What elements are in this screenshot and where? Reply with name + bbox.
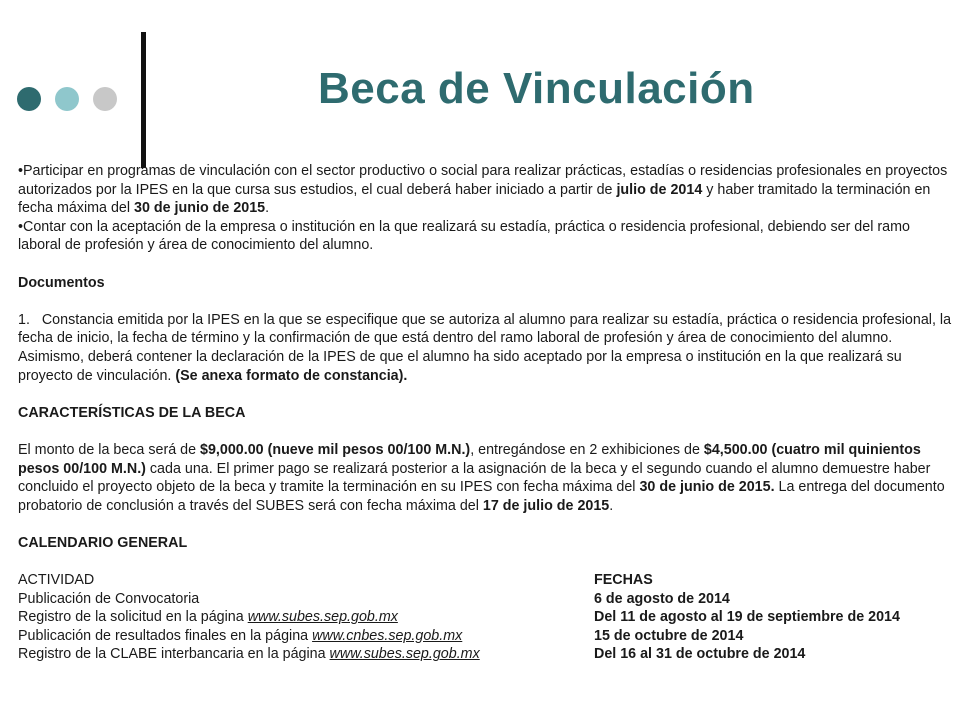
- page-title: Beca de Vinculación: [318, 64, 755, 113]
- calendario-row: Registro de la solicitud en la página www.subes.sep.gob.mx Del 11 de agosto al 19 de septiembre de 2014: [18, 609, 900, 626]
- calendario-heading: CALENDARIO GENERAL: [18, 534, 188, 551]
- vertical-divider: [141, 32, 146, 168]
- subes-link[interactable]: www.subes.sep.gob.mx: [247, 609, 398, 626]
- cnbes-link[interactable]: www.cnbes.sep.gob.mx: [312, 627, 463, 644]
- caracteristicas-heading: CARACTERÍSTICAS DE LA BECA: [18, 404, 246, 421]
- calendario-row: Registro de la CLABE interbancaria en la página www.subes.sep.gob.mx Del 16 al 31 de octubre de 2014: [18, 646, 806, 663]
- decorative-dots: [17, 87, 117, 111]
- bullet-1: •Participar en programas de vinculación con el sector productivo o social para realizar prácticas, estadías o residencias profesionales en proyectos autorizados por la IPES en la que cursa sus estudios, el cual deberá haber iniciado a partir de julio de 2014 y haber tramitado la terminación en fecha máxima del 30 de junio de 2015.: [18, 163, 948, 217]
- dot-gray: [93, 87, 117, 111]
- subes-link[interactable]: www.subes.sep.gob.mx: [329, 646, 480, 663]
- bullet-2: •Contar con la aceptación de la empresa o institución en la que realizará su estadía, práctica o residencia profesional, debiendo ser del ramo laboral de profesión y área de conocimiento del alumno.: [18, 218, 910, 254]
- documentos-item-1: 1. Constancia emitida por la IPES en la que se especifique que se autoriza al alumno para realizar su estadía, práctica o residencia profesional, la fecha de inicio, la fecha de término y la confirmación de que está dentro del ramo laboral de profesión y área de conocimiento del alumno. Asimismo, deberá contener la declaración de la IPES de que el alumno ha sido aceptado por la empresa o institución en la que realizará su proyecto de vinculación. (Se anexa formato de constancia).: [18, 311, 952, 384]
- caracteristicas-text: El monto de la beca será de $9,000.00 (nueve mil pesos 00/100 M.N.), entregándose en 2 exhibiciones de $4,500.00 (cuatro mil quinientos pesos 00/100 M.N.) cada una. El primer pago se realizará posterior a la asignación de la beca y el segundo cuando el alumno demuestre haber concluido el proyecto objeto de la beca y tramite la terminación en su IPES con fecha máxima del 30 de junio de 2015. La entrega del documento probatorio de conclusión a través del SUBES será con fecha máxima del 17 de julio de 2015.: [18, 441, 945, 514]
- documentos-heading: Documentos: [18, 274, 105, 291]
- dot-light: [55, 87, 79, 111]
- calendario-header-row: ACTIVIDAD FECHAS: [18, 572, 653, 589]
- calendario-row: Publicación de Convocatoria 6 de agosto de 2014: [18, 590, 730, 607]
- slide-content: [18, 162, 952, 664]
- dot-dark: [17, 87, 41, 111]
- calendario-row: Publicación de resultados finales en la página www.cnbes.sep.gob.mx 15 de octubre de 2014: [18, 627, 744, 644]
